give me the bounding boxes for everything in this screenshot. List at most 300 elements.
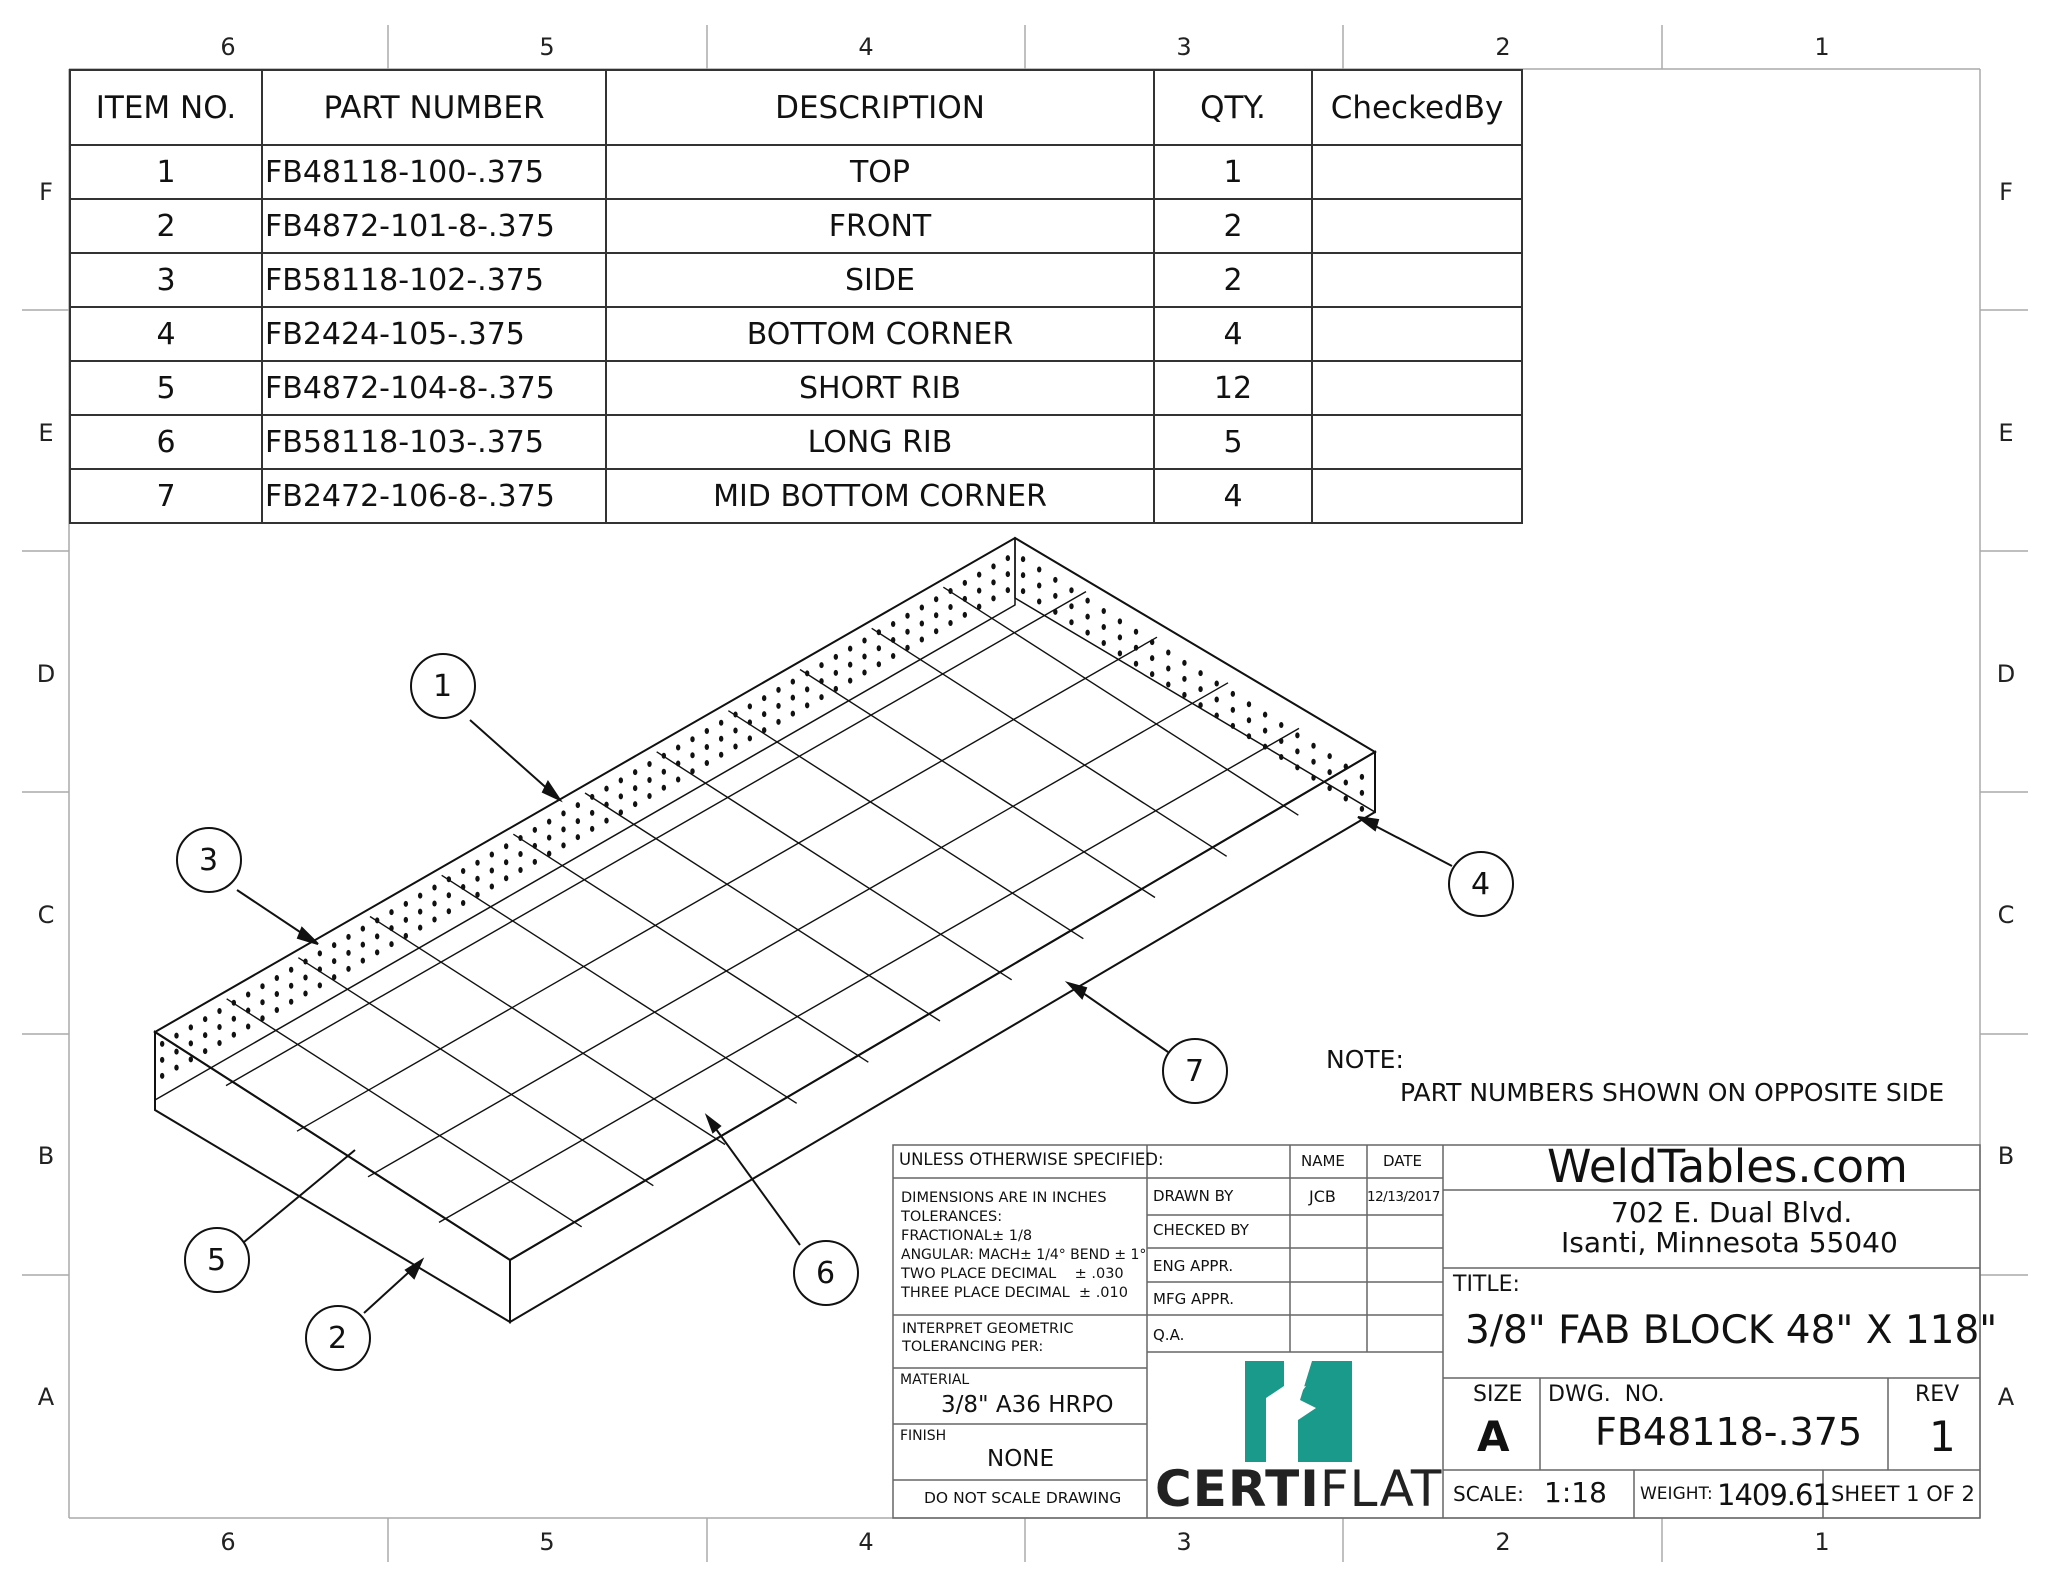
- hole: [404, 917, 408, 923]
- hole: [1247, 717, 1251, 723]
- hole: [848, 646, 852, 652]
- hole: [232, 1032, 236, 1038]
- finish-value: NONE: [987, 1446, 1055, 1472]
- hole: [289, 967, 293, 973]
- hole: [246, 991, 250, 997]
- zone-row-right-C: C: [1997, 901, 2015, 929]
- zone-row-right-F: F: [1999, 178, 2013, 206]
- hole: [1037, 567, 1041, 573]
- hole: [920, 621, 924, 627]
- hole: [934, 596, 938, 602]
- hole: [1279, 754, 1283, 760]
- hole: [1102, 640, 1106, 646]
- hole: [1069, 587, 1073, 593]
- hole: [1279, 722, 1283, 728]
- hole: [346, 966, 350, 972]
- bom-item: 2: [70, 199, 262, 253]
- hole: [905, 645, 909, 651]
- bom-item: 1: [70, 145, 262, 199]
- hole: [891, 637, 895, 643]
- scale-label: SCALE:: [1453, 1482, 1524, 1506]
- do-not-scale-drawing: DO NOT SCALE DRAWING: [924, 1489, 1122, 1507]
- zone-col-top-4: 4: [858, 33, 874, 61]
- hole: [1134, 629, 1138, 635]
- hole: [619, 777, 623, 783]
- rib-line: [657, 752, 1012, 980]
- tolerance-line-1: DIMENSIONS ARE IN INCHES: [901, 1190, 1107, 1206]
- hole: [1182, 676, 1186, 682]
- bom-description: SHORT RIB: [606, 361, 1154, 415]
- hole: [404, 933, 408, 939]
- hole: [1247, 701, 1251, 707]
- rib-line: [728, 711, 1083, 939]
- hole: [1295, 764, 1299, 770]
- hole: [1295, 748, 1299, 754]
- hole: [217, 1008, 221, 1014]
- geometric-line-1: INTERPRET GEOMETRIC: [902, 1321, 1074, 1337]
- hole: [1102, 624, 1106, 630]
- hole: [619, 809, 623, 815]
- hole: [690, 752, 694, 758]
- hole: [1215, 697, 1219, 703]
- hole: [260, 999, 264, 1005]
- zone-col-top-2: 2: [1495, 33, 1511, 61]
- weight-label: WEIGHT:: [1640, 1484, 1713, 1504]
- hole: [174, 1033, 178, 1039]
- role-checked-by: CHECKED BY: [1153, 1221, 1249, 1239]
- zone-row-left-D: D: [36, 660, 56, 688]
- hole: [174, 1049, 178, 1055]
- rib-line: [298, 958, 653, 1186]
- hole: [991, 595, 995, 601]
- hole: [461, 900, 465, 906]
- hole: [389, 941, 393, 947]
- hole: [676, 744, 680, 750]
- drawing-title: 3/8" FAB BLOCK 48" X 118": [1465, 1308, 1998, 1353]
- hole: [920, 637, 924, 643]
- hole: [375, 933, 379, 939]
- zone-col-bottom-5: 5: [539, 1528, 555, 1556]
- bom-header-part: PART NUMBER: [262, 70, 606, 145]
- hole: [346, 950, 350, 956]
- hole: [1166, 681, 1170, 687]
- bom-checked-by: [1312, 199, 1522, 253]
- hole: [246, 1007, 250, 1013]
- tolerance-line-4: ANGULAR: MACH± 1/4° BEND ± 1°: [901, 1247, 1147, 1263]
- hole: [848, 662, 852, 668]
- hole: [432, 916, 436, 922]
- bom-row: [70, 307, 1522, 361]
- hole: [705, 760, 709, 766]
- hole: [1053, 593, 1057, 599]
- hole: [447, 876, 451, 882]
- hole: [289, 983, 293, 989]
- hole: [189, 1040, 193, 1046]
- hole: [490, 852, 494, 858]
- date-header: DATE: [1383, 1152, 1423, 1170]
- balloon-6-label: 6: [816, 1256, 836, 1291]
- hole: [189, 1056, 193, 1062]
- bom-row: [70, 469, 1522, 523]
- balloon-4-label: 4: [1471, 867, 1491, 902]
- hole: [475, 892, 479, 898]
- hole: [447, 908, 451, 914]
- hole: [819, 662, 823, 668]
- hole: [561, 826, 565, 832]
- hole: [963, 580, 967, 586]
- hole: [547, 851, 551, 857]
- hole: [647, 761, 651, 767]
- hole: [189, 1024, 193, 1030]
- hole: [963, 596, 967, 602]
- hole: [361, 942, 365, 948]
- certiflat-wordmark-light: FLAT: [1319, 1460, 1443, 1518]
- hole: [834, 686, 838, 692]
- hole: [1150, 671, 1154, 677]
- bom-item: 5: [70, 361, 262, 415]
- hole: [604, 818, 608, 824]
- hole: [260, 983, 264, 989]
- hole: [490, 884, 494, 890]
- hole: [432, 884, 436, 890]
- hole: [1085, 598, 1089, 604]
- hole: [475, 860, 479, 866]
- hole: [561, 842, 565, 848]
- hole: [533, 827, 537, 833]
- bom-header-row: [70, 70, 1522, 145]
- bom-part-number: FB48118-100-.375: [262, 145, 606, 199]
- hole: [1327, 769, 1331, 775]
- material-label: MATERIAL: [900, 1372, 970, 1388]
- zone-row-right-E: E: [1998, 419, 2014, 447]
- hole: [791, 695, 795, 701]
- hole: [332, 974, 336, 980]
- zone-row-left-A: A: [37, 1383, 55, 1411]
- hole: [418, 893, 422, 899]
- zone-row-left-E: E: [38, 419, 54, 447]
- tolerance-line-2: TOLERANCES:: [901, 1209, 1003, 1225]
- hole: [948, 620, 952, 626]
- certiflat-logo-mark: [1245, 1361, 1352, 1462]
- rib-line: [585, 793, 940, 1021]
- hole: [1231, 707, 1235, 713]
- hole: [447, 892, 451, 898]
- bom-item: 7: [70, 469, 262, 523]
- hole: [1344, 779, 1348, 785]
- bom-qty: 1: [1154, 145, 1312, 199]
- hole: [819, 694, 823, 700]
- hole: [217, 1024, 221, 1030]
- rib-line: [442, 875, 797, 1103]
- hole: [633, 785, 637, 791]
- bom-header-description: DESCRIPTION: [606, 70, 1154, 145]
- tolerance-line-5: TWO PLACE DECIMAL ± .030: [901, 1266, 1124, 1282]
- hole: [1327, 785, 1331, 791]
- hole: [1263, 712, 1267, 718]
- hole: [217, 1040, 221, 1046]
- hole: [518, 867, 522, 873]
- hole: [1198, 702, 1202, 708]
- hole: [791, 679, 795, 685]
- hole: [604, 802, 608, 808]
- rib-line: [872, 628, 1227, 856]
- zone-col-bottom-4: 4: [858, 1528, 874, 1556]
- hole: [1295, 732, 1299, 738]
- zone-row-left-B: B: [37, 1142, 55, 1170]
- hole: [733, 728, 737, 734]
- hole: [1182, 660, 1186, 666]
- hole: [404, 901, 408, 907]
- hole: [762, 711, 766, 717]
- bom-checked-by: [1312, 361, 1522, 415]
- hole: [1053, 609, 1057, 615]
- note-body: PART NUMBERS SHOWN ON OPPOSITE SIDE: [1400, 1078, 1945, 1107]
- hole: [1085, 614, 1089, 620]
- hole: [547, 835, 551, 841]
- hole: [518, 851, 522, 857]
- hole: [762, 727, 766, 733]
- hole: [676, 776, 680, 782]
- bom-checked-by: [1312, 415, 1522, 469]
- hole: [647, 777, 651, 783]
- bom-description: MID BOTTOM CORNER: [606, 469, 1154, 523]
- hole: [719, 736, 723, 742]
- hole: [705, 744, 709, 750]
- hole: [232, 1016, 236, 1022]
- bom-description: TOP: [606, 145, 1154, 199]
- hole: [1021, 588, 1025, 594]
- zone-col-top-5: 5: [539, 33, 555, 61]
- rib-line: [513, 834, 868, 1062]
- hole: [361, 926, 365, 932]
- hole: [762, 695, 766, 701]
- bom-description: LONG RIB: [606, 415, 1154, 469]
- hole: [1247, 733, 1251, 739]
- rev-label: REV: [1915, 1382, 1960, 1407]
- zone-row-right-D: D: [1996, 660, 2016, 688]
- certiflat-wordmark: [1155, 1460, 1443, 1518]
- material-value: 3/8" A36 HRPO: [941, 1392, 1114, 1418]
- back-wall-short: [1015, 538, 1375, 812]
- bom-item: 4: [70, 307, 262, 361]
- zone-row-right-B: B: [1997, 1142, 2015, 1170]
- role-eng-appr: ENG APPR.: [1153, 1257, 1234, 1275]
- hole: [963, 612, 967, 618]
- balloon-3-label: 3: [199, 843, 219, 878]
- bom-row: [70, 145, 1522, 199]
- hole: [203, 1016, 207, 1022]
- hole: [633, 769, 637, 775]
- hole: [862, 653, 866, 659]
- hole: [1311, 743, 1315, 749]
- bom-row: [70, 361, 1522, 415]
- hole: [748, 735, 752, 741]
- hole: [504, 875, 508, 881]
- hole: [690, 768, 694, 774]
- bom-header-qty: QTY.: [1154, 70, 1312, 145]
- hole: [1006, 587, 1010, 593]
- hole: [920, 605, 924, 611]
- hole: [332, 942, 336, 948]
- hole: [791, 711, 795, 717]
- balloon-7-label: 7: [1185, 1054, 1205, 1089]
- hole: [805, 686, 809, 692]
- hole: [1037, 599, 1041, 605]
- bom-qty: 5: [1154, 415, 1312, 469]
- bom-qty: 2: [1154, 253, 1312, 307]
- hole: [160, 1073, 164, 1079]
- bill-of-materials-table: [69, 69, 1523, 524]
- hole: [705, 728, 709, 734]
- hole: [275, 991, 279, 997]
- hole: [1006, 555, 1010, 561]
- bom-part-number: FB58118-102-.375: [262, 253, 606, 307]
- hole: [604, 786, 608, 792]
- zone-col-bottom-2: 2: [1495, 1528, 1511, 1556]
- zone-row-left-C: C: [37, 901, 55, 929]
- hole: [1069, 619, 1073, 625]
- hole: [533, 843, 537, 849]
- hole: [1311, 775, 1315, 781]
- drawn-by-name: JCB: [1309, 1187, 1336, 1206]
- hole: [590, 794, 594, 800]
- hole: [1182, 692, 1186, 698]
- bom-part-number: FB58118-103-.375: [262, 415, 606, 469]
- title-label: TITLE:: [1453, 1272, 1520, 1297]
- hole: [303, 991, 307, 997]
- hole: [318, 966, 322, 972]
- hole: [260, 1015, 264, 1021]
- hole: [203, 1032, 207, 1038]
- hole: [1360, 790, 1364, 796]
- hole: [834, 654, 838, 660]
- name-header: NAME: [1301, 1152, 1345, 1170]
- hole: [848, 678, 852, 684]
- hole: [418, 909, 422, 915]
- hole: [375, 917, 379, 923]
- balloon-2-label: 2: [328, 1321, 348, 1356]
- hole: [1198, 670, 1202, 676]
- hole: [303, 959, 307, 965]
- bom-qty: 4: [1154, 307, 1312, 361]
- block-top-outline: [155, 538, 1375, 1260]
- hole: [1231, 723, 1235, 729]
- hole: [1166, 649, 1170, 655]
- hole: [1053, 577, 1057, 583]
- hole: [1231, 691, 1235, 697]
- hole: [733, 744, 737, 750]
- hole-pattern: [160, 555, 1364, 1079]
- rib-line: [800, 670, 1155, 898]
- hole: [977, 604, 981, 610]
- hole: [246, 1023, 250, 1029]
- hole: [461, 868, 465, 874]
- hole: [590, 826, 594, 832]
- bom-row: [70, 253, 1522, 307]
- size-value: A: [1477, 1412, 1510, 1461]
- hole: [504, 859, 508, 865]
- hole: [934, 612, 938, 618]
- drawn-by-date: 12/13/2017: [1367, 1189, 1440, 1205]
- hole: [318, 982, 322, 988]
- bom-part-number: FB4872-104-8-.375: [262, 361, 606, 415]
- hole: [776, 703, 780, 709]
- hole: [547, 819, 551, 825]
- bom-body: [70, 145, 1522, 523]
- hole: [275, 1007, 279, 1013]
- rev-value: 1: [1929, 1412, 1956, 1461]
- hole: [561, 810, 565, 816]
- bom-checked-by: [1312, 145, 1522, 199]
- hole: [776, 719, 780, 725]
- hole: [1085, 630, 1089, 636]
- note-heading: NOTE:: [1326, 1045, 1404, 1074]
- hole: [375, 949, 379, 955]
- hole: [862, 637, 866, 643]
- hole: [662, 753, 666, 759]
- hole: [905, 629, 909, 635]
- dwg-no-label: DWG. NO.: [1548, 1382, 1665, 1407]
- hole: [160, 1041, 164, 1047]
- hole: [934, 628, 938, 634]
- hole: [877, 629, 881, 635]
- hole: [461, 884, 465, 890]
- hole: [877, 645, 881, 651]
- zone-col-top-6: 6: [220, 33, 236, 61]
- hole: [1344, 795, 1348, 801]
- hole: [991, 563, 995, 569]
- hole: [303, 975, 307, 981]
- bom-checked-by: [1312, 469, 1522, 523]
- hole: [1327, 753, 1331, 759]
- hole: [891, 621, 895, 627]
- bom-checked-by: [1312, 253, 1522, 307]
- hole: [332, 958, 336, 964]
- hole: [862, 669, 866, 675]
- hole: [748, 703, 752, 709]
- hole: [619, 793, 623, 799]
- hole: [318, 950, 322, 956]
- hole: [475, 876, 479, 882]
- hole: [1118, 634, 1122, 640]
- company-name: WeldTables.com: [1547, 1140, 1908, 1193]
- tolerance-line-3: FRACTIONAL± 1/8: [901, 1228, 1033, 1244]
- hole: [1279, 738, 1283, 744]
- hole: [232, 1000, 236, 1006]
- company-address-1: 702 E. Dual Blvd.: [1611, 1196, 1853, 1229]
- hole: [633, 801, 637, 807]
- hole: [948, 588, 952, 594]
- hole: [1006, 571, 1010, 577]
- unless-otherwise-specified: UNLESS OTHERWISE SPECIFIED:: [899, 1150, 1164, 1169]
- hole: [1360, 806, 1364, 812]
- hole: [1069, 603, 1073, 609]
- bom-row: [70, 199, 1522, 253]
- hole: [662, 785, 666, 791]
- weight-value: 1409.61: [1717, 1478, 1830, 1512]
- hole: [690, 736, 694, 742]
- hole: [1150, 655, 1154, 661]
- hole: [533, 859, 537, 865]
- bom-item: 6: [70, 415, 262, 469]
- hole: [576, 818, 580, 824]
- bom-part-number: FB4872-101-8-.375: [262, 199, 606, 253]
- hole: [389, 925, 393, 931]
- hole: [1118, 650, 1122, 656]
- bom-description: BOTTOM CORNER: [606, 307, 1154, 361]
- company-address-2: Isanti, Minnesota 55040: [1561, 1226, 1898, 1259]
- hole: [1102, 608, 1106, 614]
